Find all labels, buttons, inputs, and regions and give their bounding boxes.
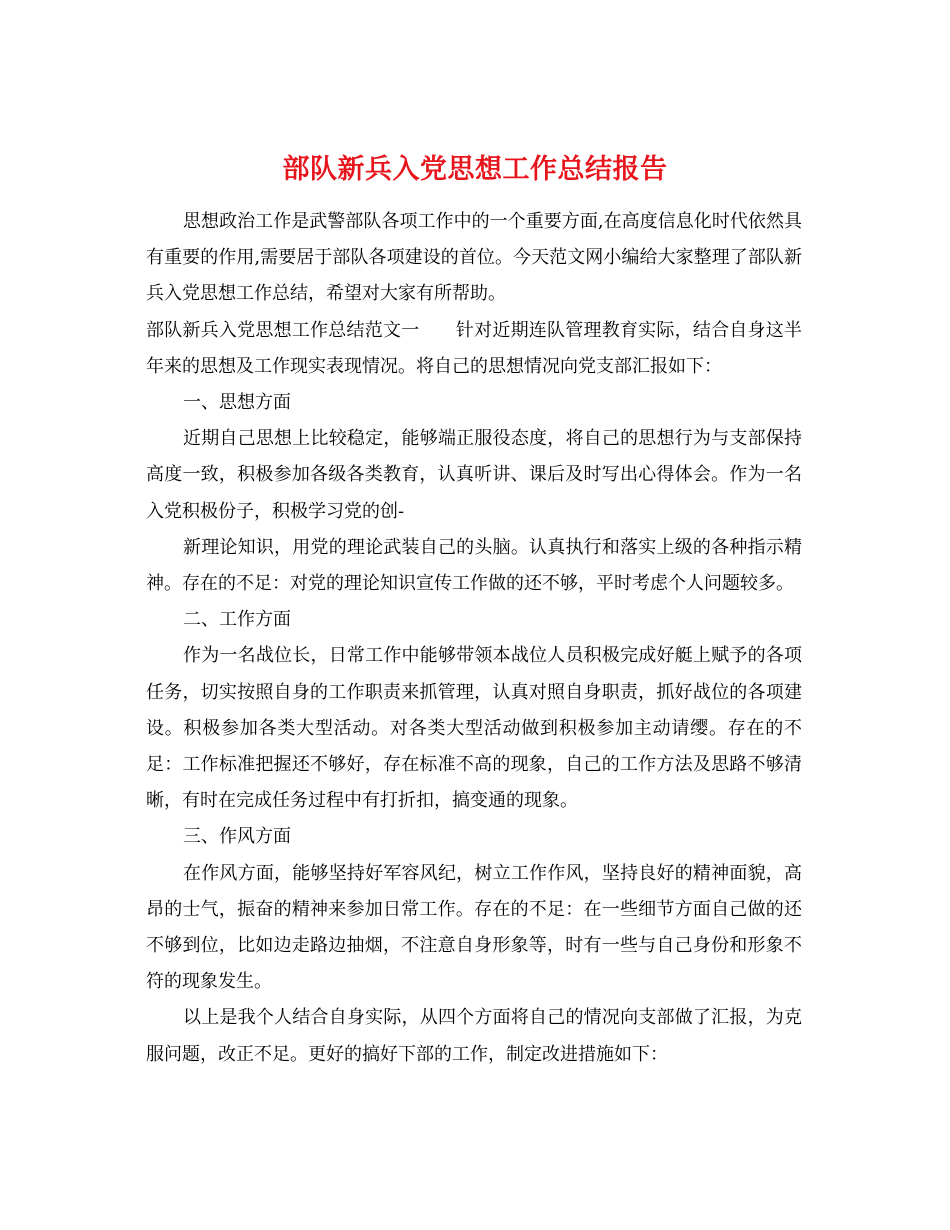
document-body bbox=[146, 204, 802, 1073]
thought-paragraph-1: 近期自己思想上比较稳定，能够端正服役态度，将自己的思想行为与支部保持高度一致，积极参加各级各类教育，认真听讲、课后及时写出心得体会。作为一名入党积极份子，积极学习党的创- bbox=[146, 428, 802, 522]
section-heading-style: 三、作风方面 bbox=[183, 826, 291, 848]
section-heading-work: 二、工作方面 bbox=[183, 609, 291, 631]
conclusion-paragraph: 以上是我个人结合自身实际，从四个方面将自己的情况向支部做了汇报，为克服问题，改正不足。更好的搞好下部的工作，制定改进措施如下： bbox=[146, 1007, 802, 1065]
style-paragraph: 在作风方面，能够坚持好军容风纪，树立工作作风，坚持良好的精神面貌，高昂的士气，振奋的精神来参加日常工作。存在的不足：在一些细节方面自己做的还不够到位，比如边走路边抽烟，不注意自身形象等，时有一些与自己身份和形象不符的现象发生。 bbox=[146, 862, 802, 993]
sample-intro-paragraph: 部队新兵入党思想工作总结范文一 针对近期连队管理教育实际，结合自身这半年来的思想及工作现实表现情况。将自己的思想情况向党支部汇报如下： bbox=[146, 319, 802, 377]
work-paragraph: 作为一名战位长，日常工作中能够带领本战位人员积极完成好艇上赋予的各项任务，切实按照自身的工作职责来抓管理，认真对照自身职责，抓好战位的各项建设。积极参加各类大型活动。对各类大型活动做到积极参加主动请缨。存在的不足：工作标准把握还不够好，存在标准不高的现象，自己的工作方法及思路不够清晰，有时在完成任务过程中有打折扣，搞变通的现象。 bbox=[146, 645, 802, 812]
document-title: 部队新兵入党思想工作总结报告 bbox=[282, 154, 668, 186]
thought-paragraph-2: 新理论知识，用党的理论武装自己的头脑。认真执行和落实上级的各种指示精神。存在的不足：对党的理论知识宣传工作做的还不够，平时考虑个人问题较多。 bbox=[146, 536, 802, 595]
section-heading-thought: 一、思想方面 bbox=[183, 392, 291, 414]
intro-paragraph: 思想政治工作是武警部队各项工作中的一个重要方面,在高度信息化时代依然具有重要的作用,需要居于部队各项建设的首位。今天范文网小编给大家整理了部队新兵入党思想工作总结，希望对大家有所帮助。 bbox=[146, 211, 802, 305]
